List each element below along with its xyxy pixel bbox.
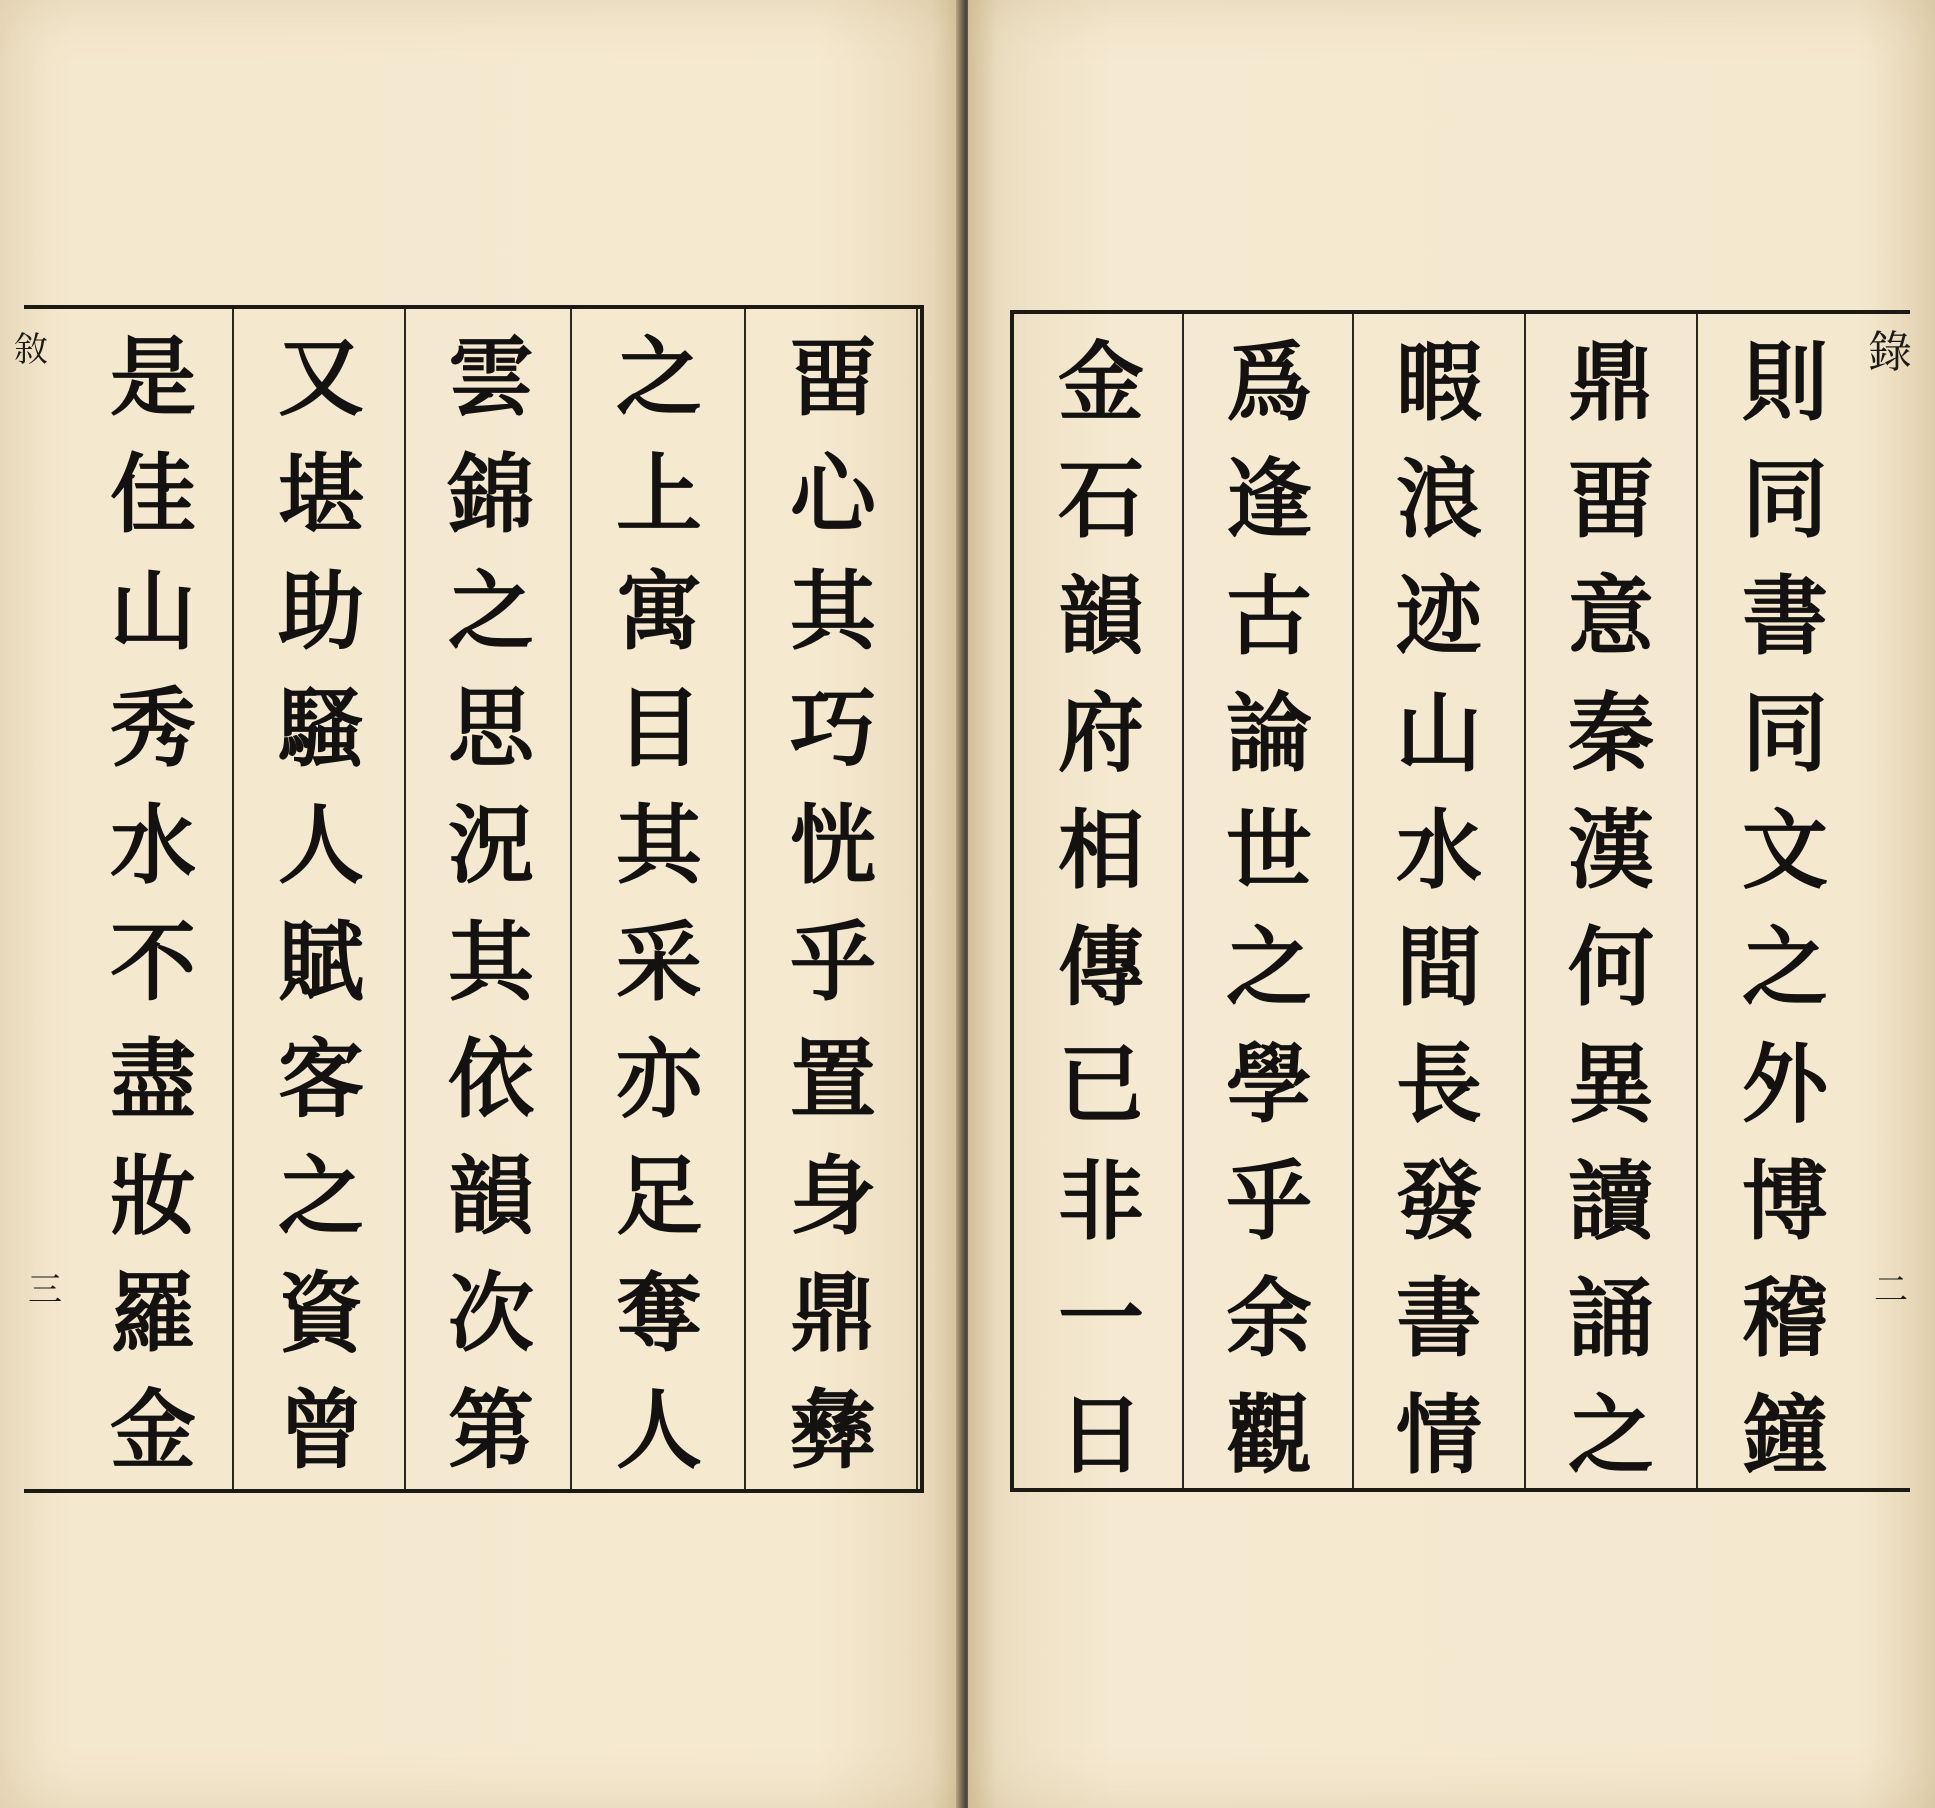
character: 之 <box>278 1146 364 1247</box>
character: 韻 <box>448 1146 534 1247</box>
right-text-frame <box>1010 310 1910 1492</box>
left-page <box>0 0 962 1808</box>
page-number: 三 <box>28 1270 62 1310</box>
text-column <box>1364 314 1514 1488</box>
character: 石 <box>1058 449 1144 550</box>
character: 人 <box>278 795 364 896</box>
text-column <box>78 309 228 1489</box>
character: 已 <box>1058 1034 1144 1135</box>
character: 逢 <box>1226 449 1312 550</box>
column-rule <box>1352 314 1354 1488</box>
margin-label: 敘 <box>14 330 48 370</box>
character: 府 <box>1058 683 1144 784</box>
character: 鼎 <box>1568 332 1654 433</box>
character: 書 <box>1396 1268 1482 1369</box>
character: 不 <box>110 912 196 1013</box>
column-rule <box>744 309 746 1489</box>
text-column <box>1536 314 1686 1488</box>
character: 次 <box>448 1263 534 1364</box>
character: 爲 <box>1226 332 1312 433</box>
character: 思 <box>448 678 534 779</box>
character: 資 <box>278 1263 364 1364</box>
character: 其 <box>790 561 876 662</box>
column-rule <box>1524 314 1526 1488</box>
character: 寓 <box>616 561 702 662</box>
character: 金 <box>110 1380 196 1481</box>
character: 之 <box>1742 917 1828 1018</box>
character: 學 <box>1226 1034 1312 1135</box>
character: 況 <box>448 795 534 896</box>
character: 鼎 <box>790 1263 876 1364</box>
character: 彝 <box>790 1380 876 1481</box>
character: 間 <box>1396 917 1482 1018</box>
character: 書 <box>1742 566 1828 667</box>
character: 鐘 <box>1742 1385 1828 1486</box>
character: 稽 <box>1742 1268 1828 1369</box>
character: 秀 <box>110 678 196 779</box>
character: 采 <box>616 912 702 1013</box>
character: 身 <box>790 1146 876 1247</box>
character: 亦 <box>616 1029 702 1130</box>
character: 論 <box>1226 683 1312 784</box>
character: 恍 <box>790 795 876 896</box>
character: 長 <box>1396 1034 1482 1135</box>
text-column <box>584 309 734 1489</box>
character: 秦 <box>1568 683 1654 784</box>
character: 讀 <box>1568 1151 1654 1252</box>
column-rule <box>1182 314 1184 1488</box>
character: 又 <box>278 327 364 428</box>
character: 則 <box>1742 332 1828 433</box>
right-page <box>968 0 1935 1808</box>
character: 之 <box>1226 917 1312 1018</box>
text-column <box>758 309 908 1489</box>
character: 非 <box>1058 1151 1144 1252</box>
character: 誦 <box>1568 1268 1654 1369</box>
character: 異 <box>1568 1034 1654 1135</box>
character: 外 <box>1742 1034 1828 1135</box>
character: 置 <box>790 1029 876 1130</box>
column-rule <box>570 309 572 1489</box>
text-column <box>246 309 396 1489</box>
character: 世 <box>1226 800 1312 901</box>
character: 巧 <box>790 678 876 779</box>
character: 暇 <box>1396 332 1482 433</box>
character: 古 <box>1226 566 1312 667</box>
text-column <box>1026 314 1176 1488</box>
character: 其 <box>448 912 534 1013</box>
character: 情 <box>1396 1385 1482 1486</box>
margin-label: 錄 <box>1868 327 1912 378</box>
character: 目 <box>616 678 702 779</box>
left-text-frame <box>24 305 924 1493</box>
character: 日 <box>1058 1385 1144 1486</box>
page-number: 二 <box>1874 1270 1908 1310</box>
character: 漢 <box>1568 800 1654 901</box>
character: 發 <box>1396 1151 1482 1252</box>
character: 相 <box>1058 800 1144 901</box>
character: 其 <box>616 795 702 896</box>
character: 曾 <box>278 1380 364 1481</box>
character: 乎 <box>1226 1151 1312 1252</box>
column-rule <box>232 309 234 1489</box>
text-column <box>1194 314 1344 1488</box>
character: 奪 <box>616 1263 702 1364</box>
character: 何 <box>1568 917 1654 1018</box>
character: 一 <box>1058 1268 1144 1369</box>
character: 迹 <box>1396 566 1482 667</box>
character: 助 <box>278 561 364 662</box>
character: 客 <box>278 1029 364 1130</box>
character: 依 <box>448 1029 534 1130</box>
text-column <box>1710 314 1860 1488</box>
character: 上 <box>616 444 702 545</box>
character: 第 <box>448 1380 534 1481</box>
column-rule <box>916 309 918 1489</box>
character: 騷 <box>278 678 364 779</box>
character: 同 <box>1742 449 1828 550</box>
character: 佳 <box>110 444 196 545</box>
character: 博 <box>1742 1151 1828 1252</box>
character: 賦 <box>278 912 364 1013</box>
character: 妝 <box>110 1146 196 1247</box>
character: 雲 <box>448 327 534 428</box>
character: 畱 <box>1568 449 1654 550</box>
character: 心 <box>790 444 876 545</box>
character: 余 <box>1226 1268 1312 1369</box>
character: 山 <box>1396 683 1482 784</box>
column-rule <box>1696 314 1698 1488</box>
character: 文 <box>1742 800 1828 901</box>
character: 足 <box>616 1146 702 1247</box>
character: 浪 <box>1396 449 1482 550</box>
column-rule <box>404 309 406 1489</box>
character: 觀 <box>1226 1385 1312 1486</box>
character: 是 <box>110 327 196 428</box>
character: 水 <box>110 795 196 896</box>
text-column <box>416 309 566 1489</box>
character: 傳 <box>1058 917 1144 1018</box>
character: 乎 <box>790 912 876 1013</box>
character: 山 <box>110 561 196 662</box>
character: 錦 <box>448 444 534 545</box>
character: 堪 <box>278 444 364 545</box>
character: 之 <box>1568 1385 1654 1486</box>
character: 金 <box>1058 332 1144 433</box>
character: 人 <box>616 1380 702 1481</box>
character: 同 <box>1742 683 1828 784</box>
character: 韻 <box>1058 566 1144 667</box>
character: 羅 <box>110 1263 196 1364</box>
character: 盡 <box>110 1029 196 1130</box>
character: 畱 <box>790 327 876 428</box>
character: 意 <box>1568 566 1654 667</box>
character: 之 <box>448 561 534 662</box>
character: 之 <box>616 327 702 428</box>
character: 水 <box>1396 800 1482 901</box>
